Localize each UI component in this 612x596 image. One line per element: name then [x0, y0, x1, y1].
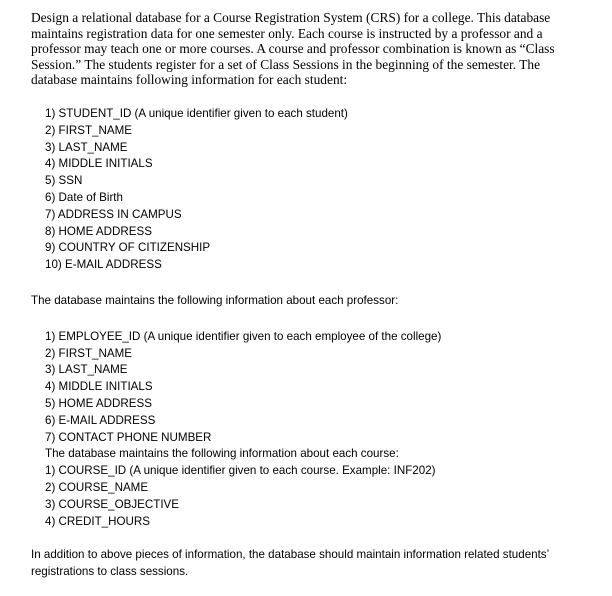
closing-paragraph: In addition to above pieces of information, the database should maintain information related students’ registrations to class sessions.: [31, 548, 549, 579]
list-item: 7) ADDRESS IN CAMPUS: [45, 207, 182, 221]
list-item: 2) FIRST_NAME: [45, 123, 132, 137]
list-item: 2) COURSE_NAME: [45, 480, 149, 494]
list-item: 6) Date of Birth: [45, 190, 123, 204]
course-heading: The database maintains the following information about each course:: [45, 447, 399, 461]
list-item: 4) MIDDLE INITIALS: [45, 380, 153, 394]
professor-heading: The database maintains the following information about each professor:: [31, 293, 399, 307]
professor-fields-list: [31, 329, 576, 447]
course-fields-list: [31, 463, 576, 530]
list-item: 3) LAST_NAME: [45, 363, 128, 377]
list-item: 9) COUNTRY OF CITIZENSHIP: [45, 241, 211, 255]
student-fields-list: [31, 106, 576, 274]
list-item: 5) SSN: [45, 174, 83, 188]
intro-paragraph: Design a relational database for a Course Registration System (CRS) for a college. This database maintains registration data for one semester only. Each course is instructed by a professor and a professor may teach one or more courses. A course and professor combination is known as “Class Session.” The students register for a set of Class Sessions in the beginning of the semester. The database maintains following information for each student:: [31, 10, 555, 88]
document: [31, 10, 576, 581]
list-item: 6) E-MAIL ADDRESS: [45, 413, 156, 427]
list-item: 1) COURSE_ID (A unique identifier given to each course. Example: INF202): [45, 464, 436, 478]
list-item: 1) EMPLOYEE_ID (A unique identifier given to each employee of the college): [45, 329, 442, 343]
list-item: 1) STUDENT_ID (A unique identifier given to each student): [45, 106, 348, 120]
list-item: 4) CREDIT_HOURS: [45, 514, 151, 528]
list-item: 8) HOME ADDRESS: [45, 224, 152, 238]
list-item: 7) CONTACT PHONE NUMBER: [45, 430, 212, 444]
list-item: 5) HOME ADDRESS: [45, 396, 152, 410]
list-item: 4) MIDDLE INITIALS: [45, 157, 153, 171]
list-item: 3) COURSE_OBJECTIVE: [45, 497, 180, 511]
list-item: 10) E-MAIL ADDRESS: [45, 258, 162, 272]
list-item: 2) FIRST_NAME: [45, 346, 132, 360]
list-item: 3) LAST_NAME: [45, 140, 128, 154]
